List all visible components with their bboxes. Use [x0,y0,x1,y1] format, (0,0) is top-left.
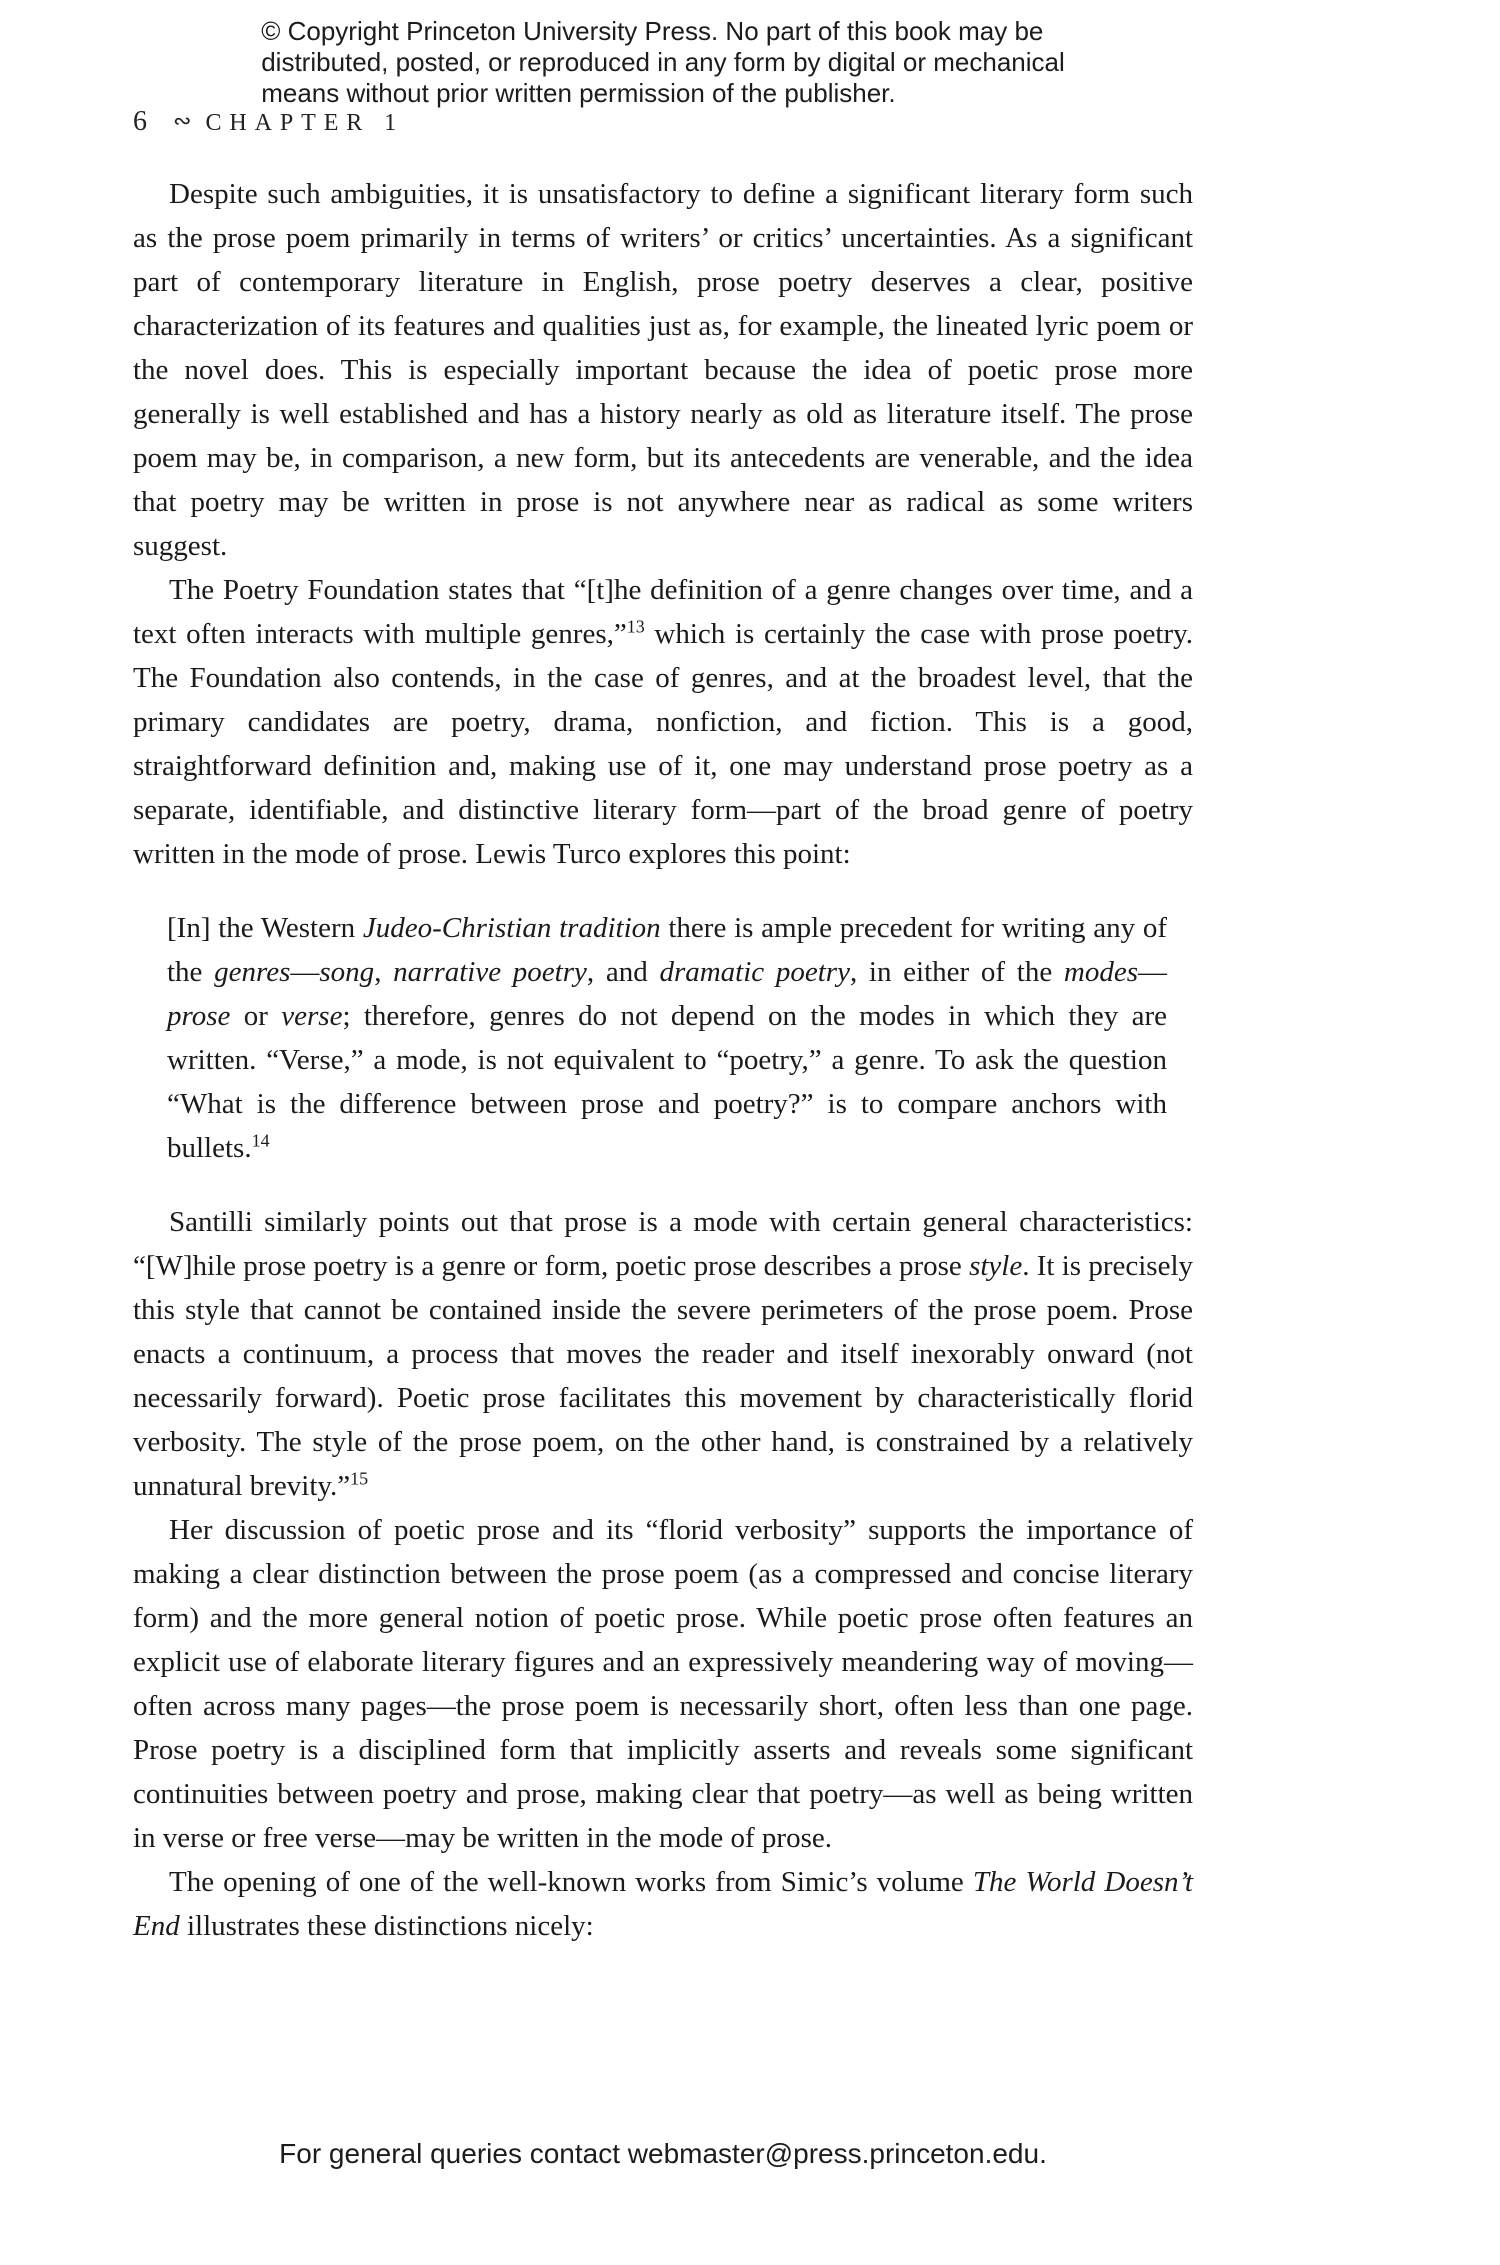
text-run: , in either of the [849,956,1064,988]
text-run: . It is precisely this style that cannot be contained inside the severe perimeters of the prose poem. Prose enacts a continuum, a process that moves the reader and itself inexorably onward (not necessarily forward). Poetic prose facilitates this movement by characteristically florid verbosity. The style of the prose poem, on the other hand, is constrained by a relatively unnatural brevity.” [133,1250,1193,1502]
text-run: which is certainly the case with prose poetry. The Foundation also contends, in the case of genres, and at the broadest level, that the primary candidates are poetry, drama, nonfiction, and fiction. This is a good, straightforward definition and, making use of it, one may understand prose poetry as a separate, identifiable, and distinctive literary form—part of the broad genre of poetry written in the mode of prose. Lewis Turco explores this point: [133,618,1194,870]
copyright-line: means without prior written permission of the publisher. [261,78,896,108]
body-text [133,172,1193,1948]
page-number: 6 [133,106,147,137]
running-head [133,106,404,138]
italic-text: verse [281,1000,343,1032]
copyright-line: © Copyright Princeton University Press. No part of this book may be [261,16,1044,46]
italic-text: genres [214,956,291,988]
paragraph [133,568,1193,876]
footnote-reference: 15 [350,1468,369,1489]
italic-text: narrative poetry [393,956,587,988]
italic-text: Judeo-Christian tradition [362,912,661,944]
text-run: , and [586,956,660,988]
text-run: The opening of one of the well-known works from Simic’s volume [169,1866,973,1898]
text-run: — [1138,956,1168,988]
chapter-label: CHAPTER 1 [205,110,405,136]
footnote-reference: 14 [251,1130,270,1151]
italic-text: The World Doesn’t End [133,1866,1193,1942]
footer-note: For general queries contact webmaster@press.princeton.edu. [279,2138,1047,2169]
paragraph [133,1200,1193,1508]
paragraph [133,172,1193,568]
text-run: , [374,956,394,988]
copyright-line: distributed, posted, or reproduced in any form by digital or mechanical [261,47,1065,77]
footnote-reference: 13 [626,616,645,637]
copyright-notice [133,16,1193,109]
text-run: The Poetry Foundation states that “[t]he definition of a genre changes over time, and a text often interacts with multiple genres,” [133,574,1193,650]
italic-text: dramatic poetry [659,956,850,988]
text-run: — [290,956,320,988]
copyright-notice-block [261,16,1065,109]
italic-text: prose [167,1000,231,1032]
paragraph [133,1508,1193,1860]
paragraph [133,1860,1193,1948]
text-run: illustrates these distinctions nicely: [179,1910,594,1942]
text-run: there is ample precedent for writing any of the [167,912,1168,988]
italic-text: song [319,956,375,988]
text-run: ; therefore, genres do not depend on the modes in which they are written. “Verse,” a mode, is not equivalent to “poetry,” a genre. To ask the question “What is the difference between prose and poetry?” is to compare anchors with bullets. [167,1000,1167,1164]
text-run: or [230,1000,282,1032]
text-run: Despite such ambiguities, it is unsatisfactory to define a significant literary form such as the prose poem primarily in terms of writers’ or critics’ uncertainties. As a significant part of contemporary literature in English, prose poetry deserves a clear, positive characterization of its features and qualities just as, for example, the lineated lyric poem or the novel does. This is especially important because the idea of poetic prose more generally is well established and has a history nearly as old as literature itself. The prose poem may be, in comparison, a new form, but its antecedents are venerable, and the idea that poetry may be written in prose is not anywhere near as radical as some writers suggest. [133,178,1193,562]
italic-text: style [969,1250,1023,1282]
text-run: Santilli similarly points out that prose is a mode with certain general characteristics: “[W]hile prose poetry is a genre or form, poetic prose describes a prose [133,1206,1193,1282]
text-run: [In] the Western [167,912,363,944]
chapter-ornament-icon: ∾ [173,109,192,134]
italic-text: modes [1063,956,1139,988]
blockquote [167,906,1167,1170]
text-run: Her discussion of poetic prose and its “florid verbosity” supports the importance of making a clear distinction between the prose poem (as a compressed and concise literary form) and the more general notion of poetic prose. While poetic prose often features an explicit use of elaborate literary figures and an expressively meandering way of moving—often across many pages—the prose poem is necessarily short, often less than one page. Prose poetry is a disciplined form that implicitly asserts and reveals some significant continuities between poetry and prose, making clear that poetry—as well as being written in verse or free verse—may be written in the mode of prose. [133,1514,1193,1854]
